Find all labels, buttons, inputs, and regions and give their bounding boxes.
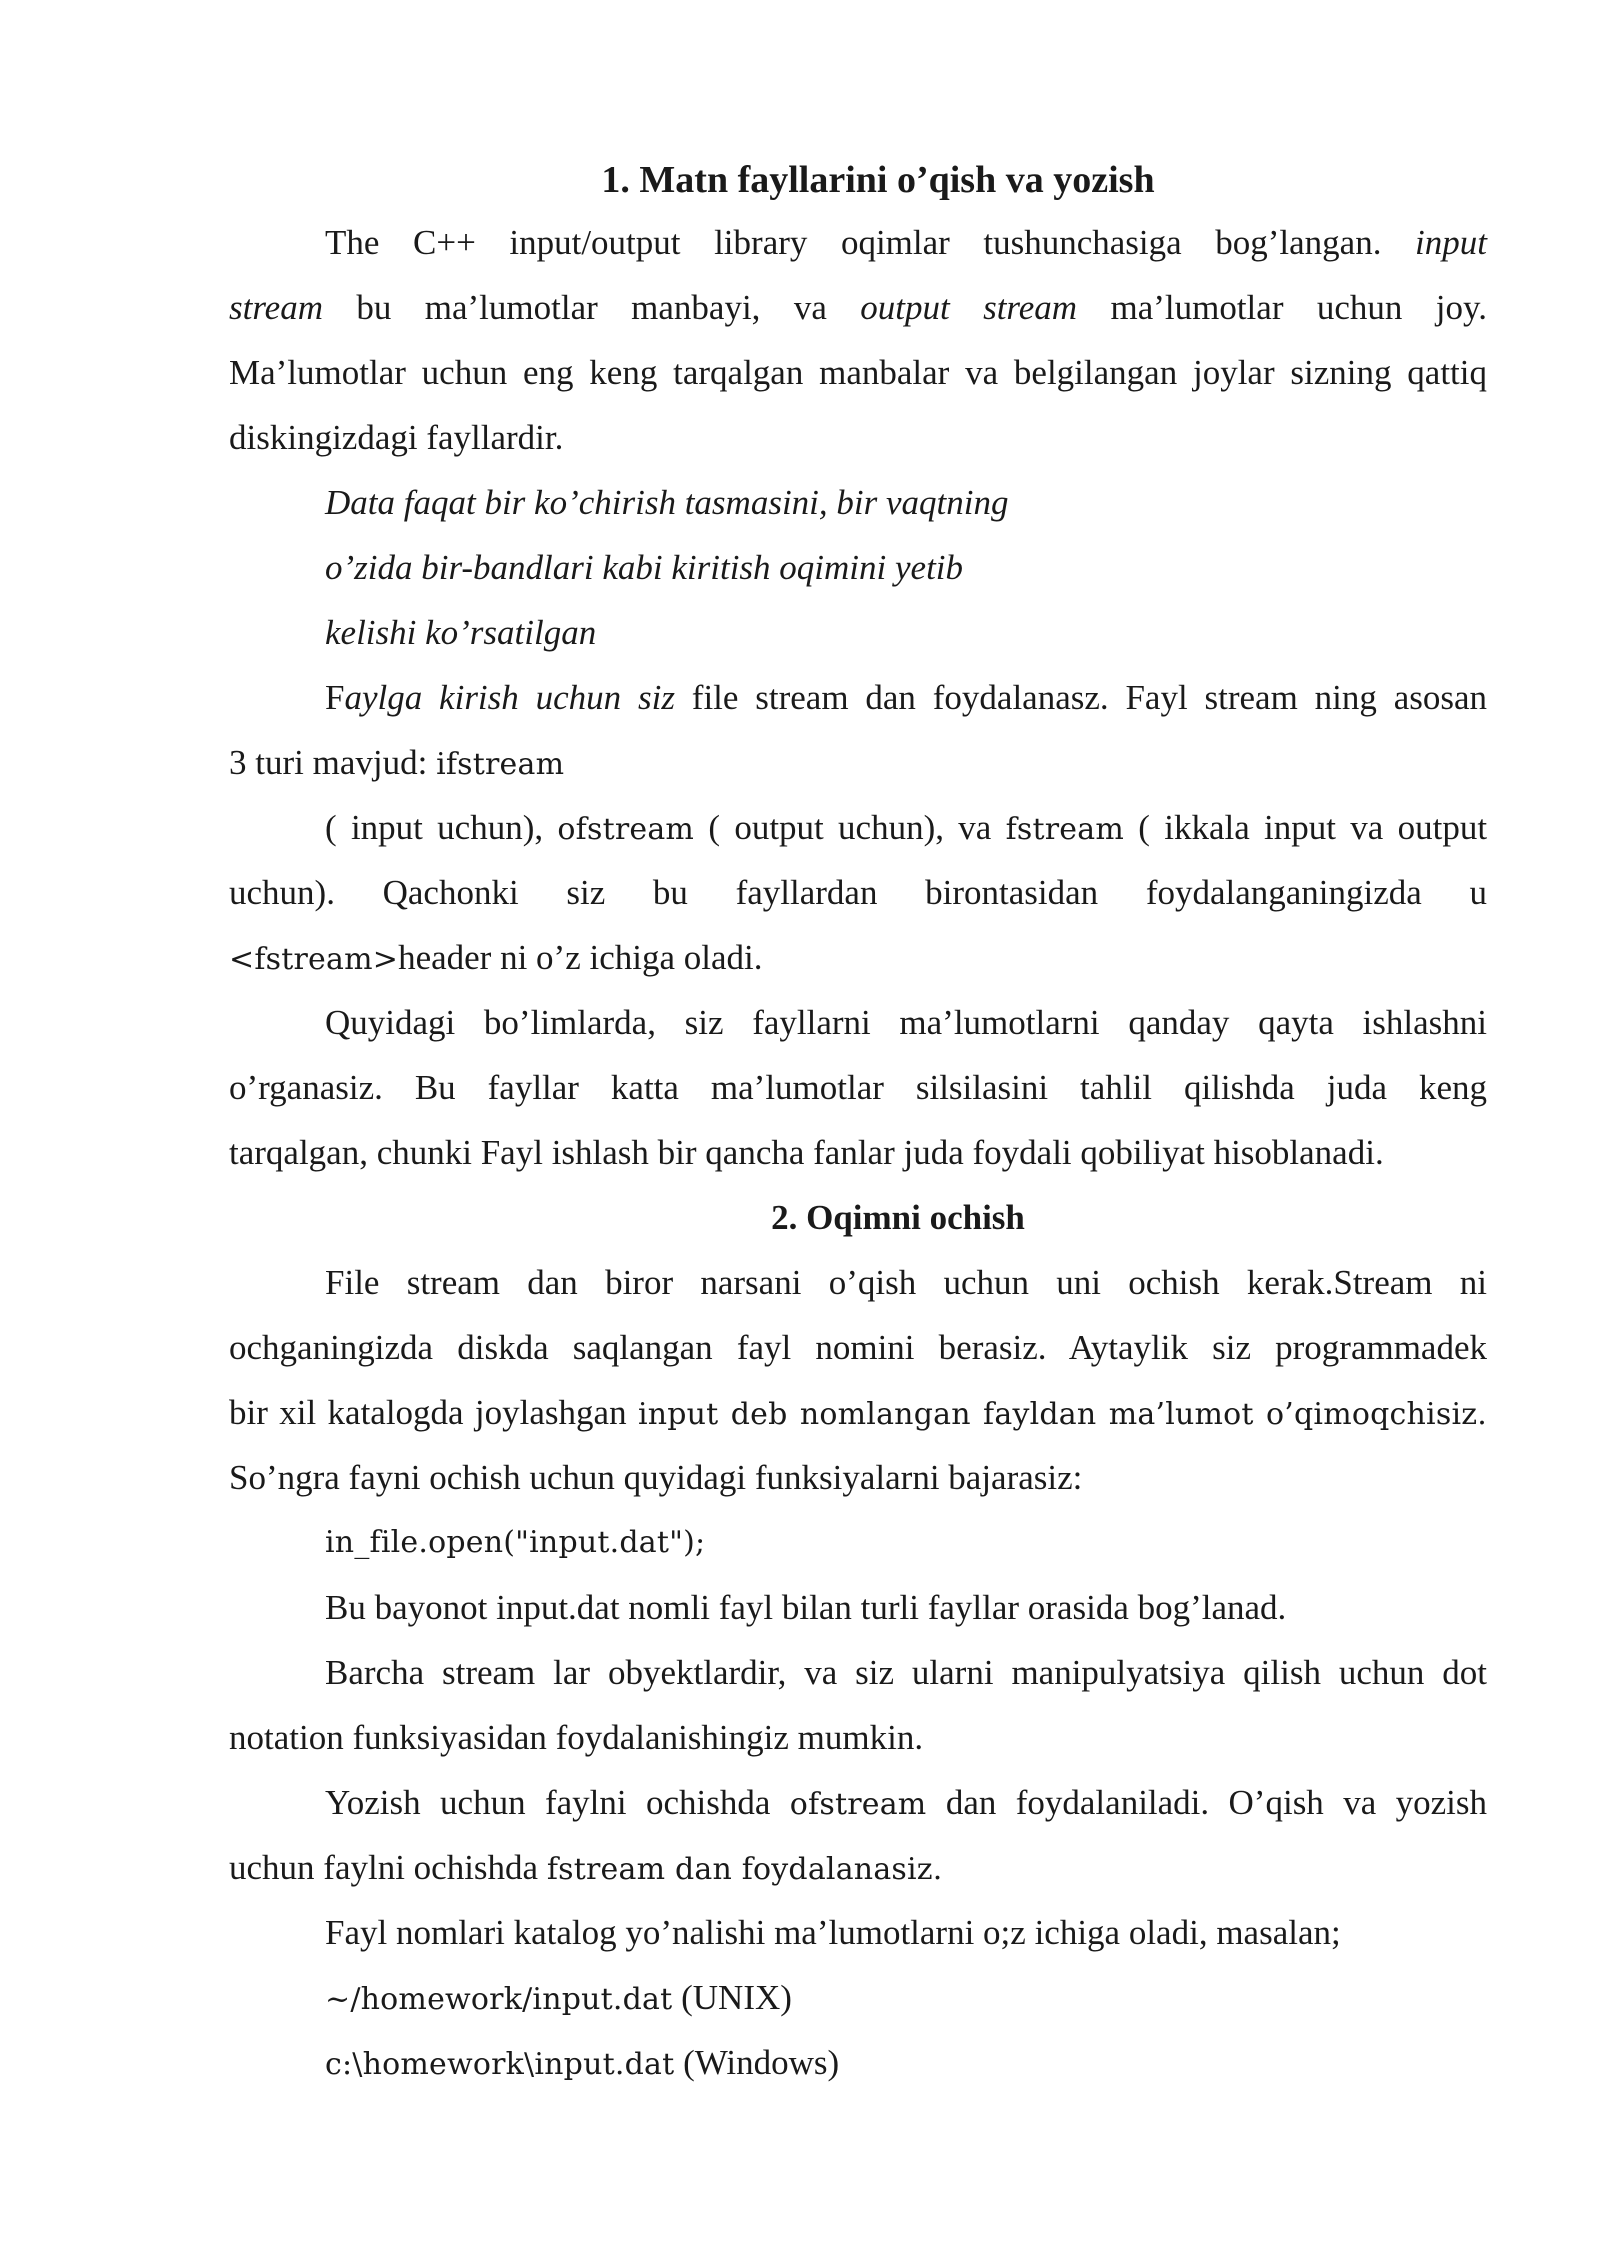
paragraph-4-line-2: o’rganasiz. Bu fayllar katta ma’lumotlar silsilasini tahlil qilishda juda keng [229,1068,1487,1107]
paragraph-1-line-2 [229,275,1487,340]
code-line-open: in_file.open("input.dat"); [325,1525,706,1560]
quote-line-2: o’zida bir-bandlari kabi kiritish oqimini yetib [325,548,964,587]
paragraph-3-line-1 [229,795,1487,860]
paragraph-5-line-1: File stream dan biror narsani o’qish uchun uni ochish kerak.Stream ni [325,1263,1487,1302]
code-term: input deb nomlangan fayldan ma’lumot o’qimoqchisiz. [637,1397,1487,1432]
text-span: 3 turi mavjud: [229,743,428,782]
italic-term: input [1415,223,1487,262]
paragraph-5-line-2: ochganingizda diskda saqlangan fayl nomini berasiz. Aytaylik siz programmadek [229,1328,1487,1367]
text-span: bu ma’lumotlar manbayi, va [356,288,827,327]
text-span: The C++ input/output library oqimlar tushunchasiga bog’langan. [325,223,1382,262]
italic-term: stream [229,288,323,327]
paragraph-2-line-2 [229,730,1487,795]
code-term: c:\homework\input.dat [325,2047,675,2082]
code-term: fstream dan foydalanasiz. [546,1852,943,1887]
paragraph-2-line-1 [229,665,1487,730]
paragraph-7-line-2: notation funksiyasidan foydalanishingiz mumkin. [229,1718,924,1757]
paragraph-3-line-3 [229,925,1487,990]
text-span: ( input uchun), [325,808,544,847]
path-windows [229,2030,1487,2095]
text-span: uchun faylni ochishda [229,1848,539,1887]
text-span: file stream dan foydalanasz. Fayl stream ning asosan [691,678,1488,717]
quote-line-3: kelishi ko’rsatilgan [325,613,597,652]
paragraph-5-line-4: So’ngra fayni ochish uchun quyidagi funksiyalarni bajarasiz: [229,1458,1083,1497]
code-term: ifstream [436,747,565,782]
code-term: ofstream [789,1787,927,1822]
text-span: (Windows) [683,2043,840,2082]
text-span: ( ikkala input va output [1138,808,1488,847]
code-term: ofstream [557,812,695,847]
paragraph-1-line-3: Ma’lumotlar uchun eng keng tarqalgan manbalar va belgilangan joylar sizning qattiq [229,353,1487,392]
italic-term: output stream [860,288,1078,327]
text-span: ma’lumotlar uchun joy. [1110,288,1487,327]
quote-line-1: Data faqat bir ko’chirish tasmasini, bir vaqtning [325,483,1009,522]
code-term: fstream [1005,812,1124,847]
paragraph-3-line-2: uchun). Qachonki siz bu fayllardan birontasidan foydalanganingizda u [229,873,1487,912]
paragraph-5-line-3 [229,1380,1487,1445]
path-unix [229,1965,1487,2030]
paragraph-7-line-1: Barcha stream lar obyektlardir, va siz ularni manipulyatsiya qilish uchun dot [325,1653,1487,1692]
text-span: dan foydalaniladi. O’qish va yozish [945,1783,1487,1822]
paragraph-8-line-2 [229,1835,1487,1900]
document-page [229,150,1487,2095]
italic-term: aylga kirish uchun siz [344,678,675,717]
text-span: Yozish uchun faylni ochishda [325,1783,771,1822]
paragraph-1-line-4: diskingizdagi fayllardir. [229,418,564,457]
paragraph-8-line-1 [229,1770,1487,1835]
code-term: <fstream> [229,942,399,977]
heading-1: 1. Matn fayllarini o’qish va yozish [601,159,1155,201]
text-span: F [325,678,345,717]
paragraph-4-line-3: tarqalgan, chunki Fayl ishlash bir qancha fanlar juda foydali qobiliyat hisoblanadi. [229,1133,1384,1172]
text-span: bir xil katalogda joylashgan [229,1393,627,1432]
paragraph-4-line-1: Quyidagi bo’limlarda, siz fayllarni ma’lumotlarni qanday qayta ishlashni [325,1003,1487,1042]
text-span: ( output uchun), va [708,808,992,847]
text-span: (UNIX) [681,1978,792,2017]
paragraph-6: Bu bayonot input.dat nomli fayl bilan turli fayllar orasida bog’lanad. [325,1588,1287,1627]
text-span: header ni o’z ichiga oladi. [398,938,763,977]
code-term: ~/homework/input.dat [325,1982,673,2017]
paragraph-1-line-1 [229,210,1487,275]
heading-2: 2. Oqimni ochish [771,1198,1025,1237]
paragraph-9: Fayl nomlari katalog yo’nalishi ma’lumotlarni o;z ichiga oladi, masalan; [325,1913,1341,1952]
